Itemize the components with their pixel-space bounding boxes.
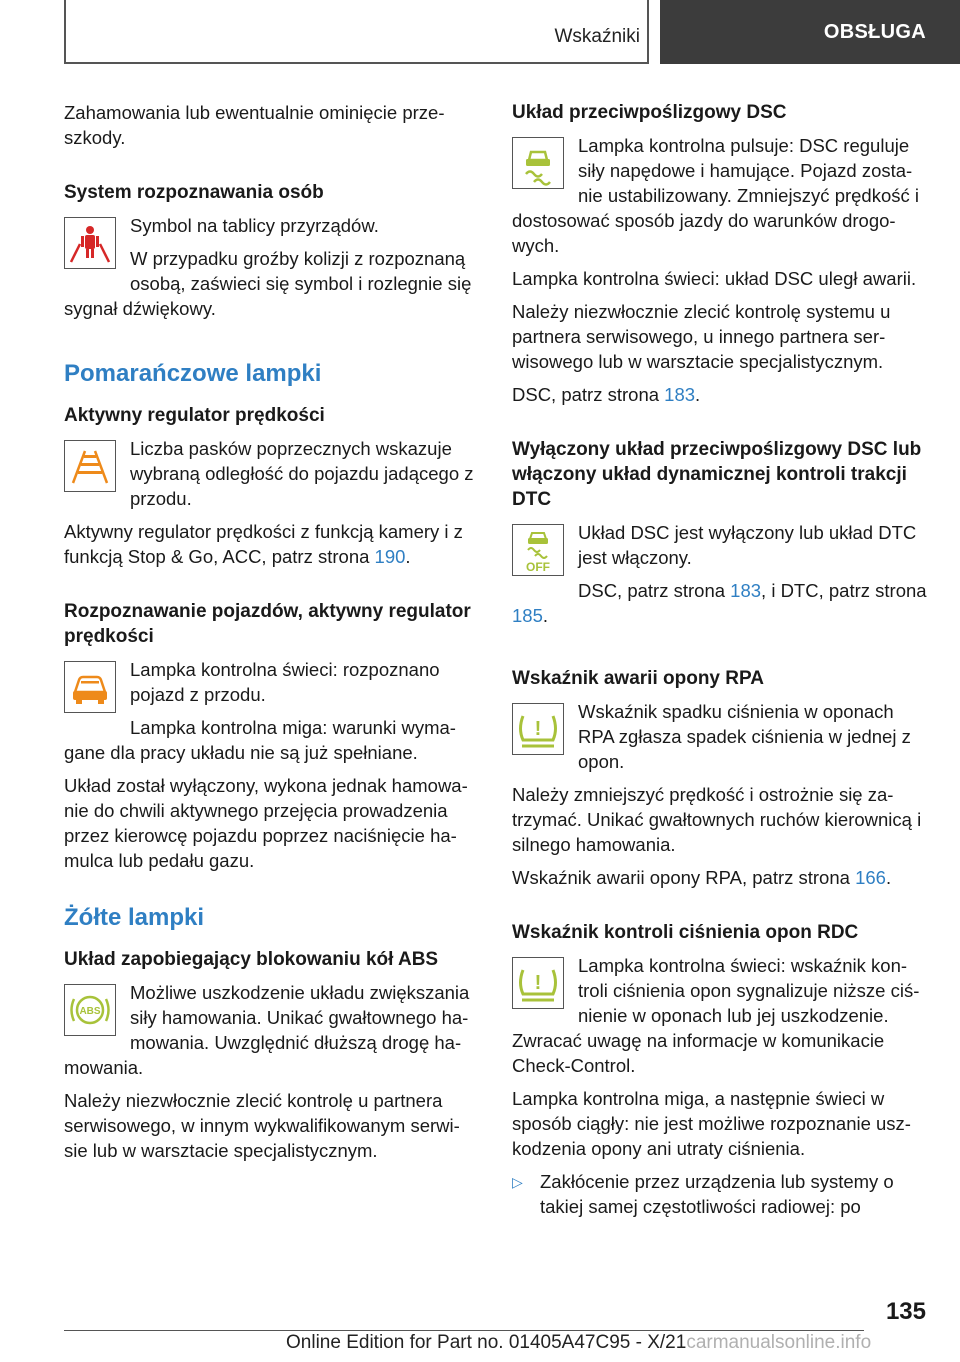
entry-pedestrian <box>64 213 476 329</box>
rpa-text-3-body: Wskaźnik awarii opony RPA, patrz strona <box>512 867 856 888</box>
header-section-title: Wskaźniki <box>554 26 640 47</box>
header-chapter-label: OBSŁUGA <box>823 20 926 43</box>
rdc-text-2: Lampka kontrolna miga, a następnie świeci w sposób ciągły: nie jest możliwe rozpoznanie usz-kodzenia opony ani utraty ciśnienia. <box>512 1088 911 1159</box>
footer-divider <box>64 1330 864 1331</box>
heading-dsc-off: Wyłączony układ przeciwpoślizgowy DSC lub włączony układ dynamicznej kontroli trakcji DTC <box>512 439 922 510</box>
rdc-text-1: Lampka kontrolna świeci: wskaźnik kon-troli ciśnienia opon sygnalizuje niższe ciś-nienie w oponach lub jej uszkodzenie. Zwracać uwagę na informacje w komunikacie Check-Control. <box>512 955 920 1076</box>
dsc-off-text-2-mid: , i DTC, patrz strona <box>761 580 927 601</box>
rpa-text-3 <box>512 865 928 890</box>
heading-dsc: Układ przeciwpoślizgowy DSC <box>512 102 787 123</box>
vehicle-text-2: Lampka kontrolna miga: warunki wyma-gane dla pracy układu nie są już spełniane. <box>64 717 456 763</box>
abs-text-1: Możliwe uszkodzenie układu zwiększania siły hamowania. Unikać gwałtownego ha-mowania. Uwzględnić dłuższą drogę ha-mowania. <box>64 982 470 1078</box>
tire-pressure-icon-mark: ! <box>534 718 542 740</box>
entry-vehicle-detection <box>64 657 476 773</box>
heading-pedestrian: System rozpoznawania osób <box>64 182 324 203</box>
dsc-off-icon <box>512 524 564 576</box>
dsc-text-4-body: DSC, patrz strona <box>512 384 665 405</box>
header-border-bottom <box>64 62 649 64</box>
pedestrian-warning-icon <box>64 217 116 269</box>
heading-rdc: Wskaźnik kontroli ciśnienia opon RDC <box>512 922 859 943</box>
header-border-mid <box>647 0 649 64</box>
header-border-left <box>64 0 66 64</box>
cruise-text-2-end: . <box>405 546 411 567</box>
link-page-166[interactable]: 166 <box>855 867 886 888</box>
rpa-text-1: Wskaźnik spadku ciśnienia w oponach RPA zgłasza spadek ciśnienia w jednej z opon. <box>578 701 911 772</box>
dsc-skid-icon <box>512 137 564 189</box>
rpa-text-3-end: . <box>885 867 892 888</box>
vehicle-text-3: Układ został wyłączony, wykona jednak hamowa-nie do chwili aktywnego przejęcia prowadzenia przez kierowcę pojazdu poprzez naciśnięcie ha-mulca lub pedału gazu. <box>64 775 468 871</box>
heading-rpa: Wskaźnik awarii opony RPA <box>512 668 764 689</box>
right-column <box>512 100 928 1219</box>
footer-edition-text: Online Edition for Part no. 01405A47C95 - X/21 <box>286 1332 687 1353</box>
entry-rdc <box>512 953 928 1086</box>
dsc-off-text-2-body: DSC, patrz strona <box>578 580 731 601</box>
abs-text-2: Należy niezwłocznie zlecić kontrolę u partnera serwisowego, w innym wykwalifikowanym serwi-sie lub w warsztacie specjalistycznym. <box>64 1090 460 1161</box>
dsc-text-2: Lampka kontrolna świeci: układ DSC uległ awarii. <box>512 268 917 289</box>
link-page-183-b[interactable]: 183 <box>730 580 762 601</box>
pedestrian-text-1: Symbol na tablicy przyrządów. <box>130 215 379 236</box>
vehicle-ahead-icon <box>64 661 116 713</box>
cruise-text-2-body: Aktywny regulator prędkości z funkcją kamery i z funkcją Stop & Go, ACC, patrz strona <box>64 521 463 567</box>
entry-rpa <box>512 699 928 782</box>
list-item <box>512 1169 928 1219</box>
entry-dsc-off <box>512 520 928 636</box>
left-column <box>64 100 476 1171</box>
dsc-off-text-2 <box>512 578 928 628</box>
dsc-text-1: Lampka kontrolna pulsuje: DSC reguluje siły napędowe i hamujące. Pojazd zosta-nie ustabilizowany. Zmniejszyć prędkość i dostosować sposób jazdy do warunków drogo-wych. <box>512 135 920 256</box>
heading-active-cruise: Aktywny regulator prędkości <box>64 405 325 426</box>
tire-pressure-monitor-icon <box>512 957 564 1009</box>
page-number: 135 <box>885 1298 926 1325</box>
tire-pressure-monitor-icon-mark: ! <box>534 972 542 994</box>
link-page-190[interactable]: 190 <box>374 546 406 567</box>
heading-abs: Układ zapobiegający blokowaniu kół ABS <box>64 949 439 970</box>
rpa-text-2: Należy zmniejszyć prędkość i ostrożnie się za-trzymać. Unikać gwałtownych ruchów kierownicą i silnego hamowania. <box>512 784 922 855</box>
dsc-text-3: Należy niezwłocznie zlecić kontrolę systemu u partnera serwisowego, u innego partnera ser-wisowego lub w warsztacie specjalistycznym. <box>512 301 891 372</box>
dsc-off-text-2-end: . <box>542 605 549 626</box>
dsc-text-4 <box>512 382 928 407</box>
abs-icon <box>64 984 116 1036</box>
heading-vehicle-detection: Rozpoznawanie pojazdów, aktywny regulator prędkości <box>64 601 471 647</box>
heading-orange-lamps: Pomarańczowe lampki <box>64 360 322 387</box>
pedestrian-text-2: W przypadku groźby kolizji z rozpoznaną osobą, zaświeci się symbol i rozlegnie się sygnał dźwiękowy. <box>64 248 472 319</box>
entry-active-cruise <box>64 436 476 519</box>
bullet-triangle-icon: ▷ <box>512 1174 523 1190</box>
link-page-185[interactable]: 185 <box>512 605 543 626</box>
entry-dsc <box>512 133 928 266</box>
dsc-text-4-end: . <box>695 384 701 405</box>
distance-bars-icon <box>64 440 116 492</box>
dsc-off-icon-label: OFF <box>526 560 550 574</box>
footer-edition <box>286 1332 871 1354</box>
cruise-text-2 <box>64 519 476 569</box>
heading-yellow-lamps: Żółte lampki <box>64 904 205 931</box>
cruise-text-1: Liczba pasków poprzecznych wskazuje wybraną odległość do pojazdu jadącego z przodu. <box>130 438 474 509</box>
intro-paragraph: Zahamowania lub ewentualnie ominięcie prze-szkody. <box>64 102 445 148</box>
abs-icon-label: ABS <box>79 1006 101 1017</box>
link-page-183[interactable]: 183 <box>664 384 696 405</box>
header-chapter-tab[interactable] <box>660 0 960 64</box>
bullet-text: Zakłócenie przez urządzenia lub systemy o takiej samej częstotliwości radiowej: po <box>540 1171 894 1217</box>
vehicle-text-1: Lampka kontrolna świeci: rozpoznano pojazd z przodu. <box>130 659 440 705</box>
footer-watermark: carmanualsonline.info <box>686 1332 872 1353</box>
tire-pressure-icon <box>512 703 564 755</box>
dsc-off-text-1: Układ DSC jest wyłączony lub układ DTC jest włączony. <box>578 522 917 568</box>
entry-abs <box>64 980 476 1088</box>
